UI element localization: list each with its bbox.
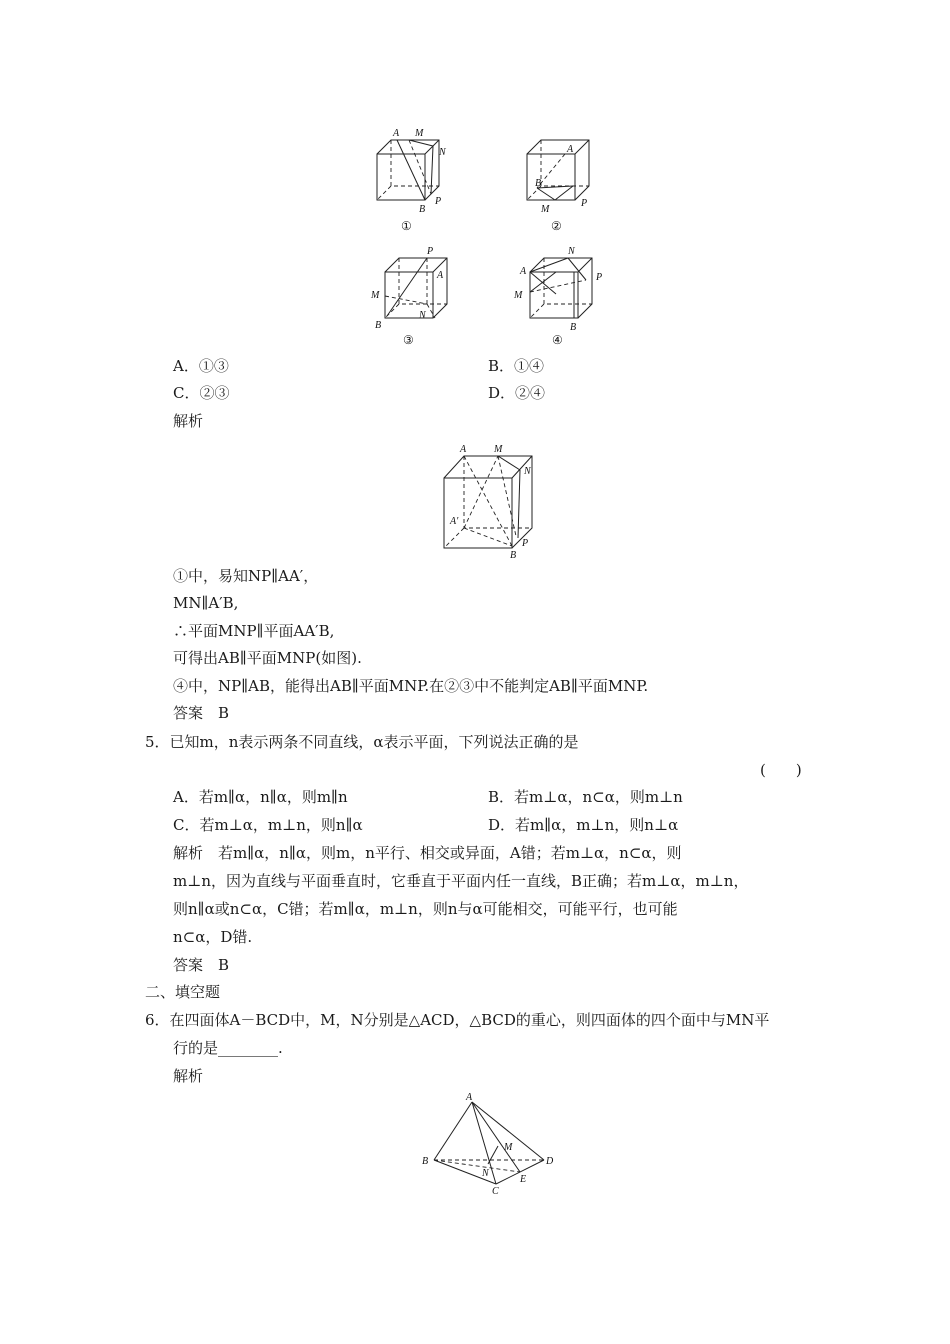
- jiexi-label: 解析: [173, 412, 204, 430]
- label-a-prime: A′: [450, 516, 459, 527]
- label-n: N: [482, 1168, 489, 1179]
- label-c: C: [492, 1186, 499, 1196]
- q5-analysis-line-2: m⊥n，因为直线与平面垂直时，它垂直于平面内任一直线，B正确；若m⊥α，m⊥n，: [173, 872, 749, 890]
- solution-line-5: ④中，NP∥AB，能得出AB∥平面MNP.在②③中不能判定AB∥平面MNP.: [173, 677, 649, 695]
- solution-cube-figure: [430, 436, 546, 562]
- figure-number-3: ③: [403, 333, 414, 347]
- answer-q4: 答案 B: [173, 704, 230, 722]
- label-a: A: [466, 1092, 473, 1103]
- label-m: M: [415, 128, 424, 139]
- label-b: B: [570, 322, 577, 333]
- q5-stem: 5．已知m，n表示两条不同直线，α表示平面，下列说法正确的是: [145, 733, 579, 751]
- tetrahedron-figure: [414, 1088, 564, 1196]
- label-a: A: [520, 266, 527, 277]
- q6-stem-line-2: 行的是________.: [173, 1039, 283, 1057]
- figure-number-2: ②: [551, 219, 562, 233]
- label-b: B: [375, 320, 382, 331]
- q6-stem-line-1: 6．在四面体A－BCD中，M，N分别是△ACD，△BCD的重心，则四面体的四个面中与MN平: [145, 1011, 770, 1029]
- label-m: M: [514, 290, 523, 301]
- option-b: B．①④: [488, 357, 545, 375]
- label-p: P: [435, 196, 442, 207]
- label-a: A: [393, 128, 400, 139]
- solution-line-2: MN∥A′B,: [173, 594, 239, 612]
- label-e: E: [520, 1174, 527, 1185]
- q5-analysis-line-1: 解析 若m∥α，n∥α，则m，n平行、相交或异面，A错；若m⊥α，n⊂α，则: [173, 844, 682, 862]
- q5-option-d: D．若m∥α，m⊥n，则n⊥α: [488, 816, 679, 834]
- option-c: C．②③: [173, 384, 230, 402]
- label-m: M: [504, 1142, 513, 1153]
- figure-number-1: ①: [401, 219, 412, 233]
- label-m: M: [371, 290, 380, 301]
- label-p: P: [427, 246, 434, 257]
- label-n: N: [524, 466, 531, 477]
- q5-answer-paren: ( ): [760, 761, 802, 779]
- label-n: N: [439, 147, 446, 158]
- label-b: B: [422, 1156, 429, 1167]
- label-m: M: [541, 204, 550, 215]
- cube-figure-3: [365, 240, 465, 348]
- label-d: D: [546, 1156, 554, 1167]
- solution-line-1: ①中，易知NP∥AA′，: [173, 567, 319, 585]
- label-p: P: [522, 538, 529, 549]
- solution-line-4: 可得出AB∥平面MNP(如图).: [173, 649, 362, 667]
- cube-figure-4: [508, 240, 608, 348]
- q5-option-b: B．若m⊥α，n⊂α，则m⊥n: [488, 788, 683, 806]
- label-b: B: [419, 204, 426, 215]
- label-n: N: [419, 310, 426, 321]
- label-a: A: [567, 144, 574, 155]
- cube-figure-1: [365, 122, 455, 234]
- section-heading: 二、填空题: [145, 983, 221, 1001]
- figure-number-4: ④: [552, 333, 563, 347]
- q5-option-a: A．若m∥α，n∥α，则m∥n: [173, 788, 348, 806]
- answer-q5: 答案 B: [173, 956, 230, 974]
- option-a: A．①③: [173, 357, 229, 375]
- q5-analysis-line-4: n⊂α，D错.: [173, 928, 253, 946]
- label-n: N: [568, 246, 575, 257]
- label-p: P: [596, 272, 603, 283]
- q5-analysis-line-3: 则n∥α或n⊂α，C错；若m∥α，m⊥n，则n与α可能相交，可能平行，也可能: [173, 900, 678, 918]
- label-b: B: [510, 550, 517, 561]
- label-a: A: [437, 270, 444, 281]
- label-m: M: [494, 444, 503, 455]
- solution-line-3: ∴平面MNP∥平面AA′B,: [173, 622, 335, 640]
- label-b: B: [535, 178, 542, 189]
- q5-option-c: C．若m⊥α，m⊥n，则n∥α: [173, 816, 363, 834]
- option-d: D．②④: [488, 384, 546, 402]
- cube-figure-2: [515, 122, 605, 234]
- label-a: A: [460, 444, 467, 455]
- jiexi-label-q6: 解析: [173, 1067, 204, 1085]
- label-p: P: [581, 198, 588, 209]
